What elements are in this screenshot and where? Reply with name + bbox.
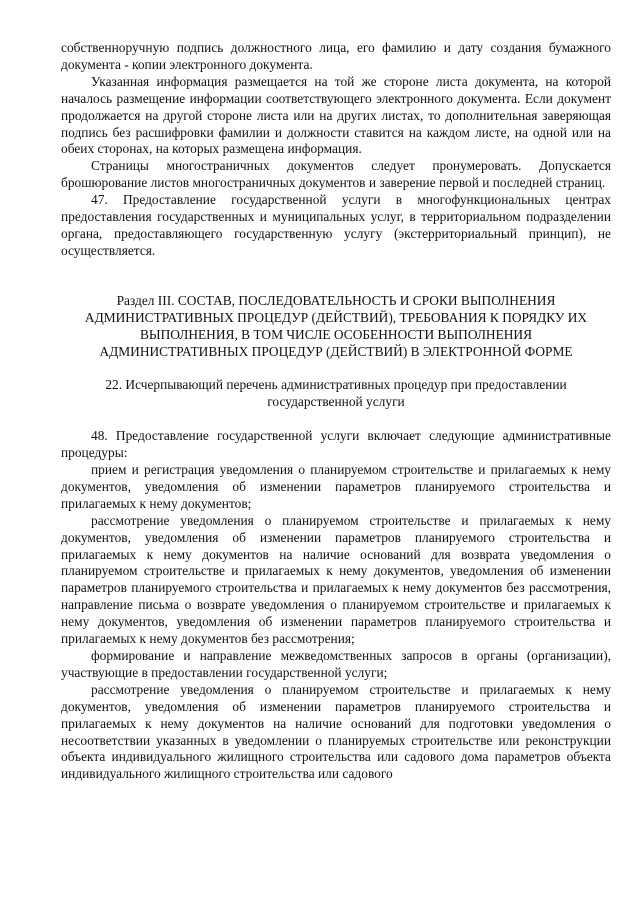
paragraph-page-numbering: Страницы многостраничных документов следует пронумеровать. Допускается брошюрование листов многостраничных документов и заверение первой и последней страниц. xyxy=(61,158,611,191)
section-title: Раздел III. СОСТАВ, ПОСЛЕДОВАТЕЛЬНОСТЬ И СРОКИ ВЫПОЛНЕНИЯ АДМИНИСТРАТИВНЫХ ПРОЦЕДУР (ДЕЙСТВИЙ), ТРЕБОВАНИЯ К ПОРЯДКУ ИХ ВЫПОЛНЕНИЯ, В ТОМ ЧИСЛЕ ОСОБЕННОСТИ ВЫПОЛНЕНИЯ АДМИНИСТРАТИВНЫХ ПРОЦЕДУР (ДЕЙСТВИЙ) В ЭЛЕКТРОННОЙ ФОРМЕ xyxy=(84,292,588,359)
paragraph-procedure-nonconformity-review: рассмотрение уведомления о планируемом строительстве и прилагаемых к нему документов, уведомления об изменении параметров планируемого строительства и прилагаемых к нему документов на наличие оснований для подготовки уведомления о несоответствии указанных в уведомлении о планируемых строительстве или реконструкции объекта индивидуального жилищного строительства или садового дома параметров объекта индивидуального жилищного строительства или садового xyxy=(61,681,611,782)
subsection-title: 22. Исчерпывающий перечень административных процедур при предоставлении государственной услуги xyxy=(105,377,567,410)
document-page xyxy=(61,40,611,783)
paragraph-48-procedures: 48. Предоставление государственной услуги включает следующие административные процедуры: xyxy=(61,428,611,461)
paragraph-procedure-interagency-requests: формирование и направление межведомственных запросов в органы (организации), участвующие в предоставлении государственной услуги; xyxy=(61,648,611,680)
paragraph-signature-continuation: собственноручную подпись должностного лица, его фамилию и дату создания бумажного документа - копии электронного документа. xyxy=(61,40,611,72)
paragraph-info-placement: Указанная информация размещается на той же стороне листа документа, на которой началось размещение информации соответствующего электронного документа. Если документ продолжается на другой стороне листа или на других листах, то дополнительная заверяющая подпись без расшифровки фамилии и должности ставится на каждом листе, на одной или на обеих сторонах, на которых размещена информация. xyxy=(61,73,611,157)
paragraph-47-mfc: 47. Предоставление государственной услуги в многофункциональных центрах предоставления государственных и муниципальных услуг, в территориальном подразделении органа, предоставляющего государственную услугу (экстерриториальный принцип), не осуществляется. xyxy=(61,192,611,258)
paragraph-procedure-reception: прием и регистрация уведомления о планируемом строительстве и прилагаемых к нему документов, уведомления об изменении параметров планируемого строительства и прилагаемых к нему документов; xyxy=(61,462,611,511)
paragraph-procedure-return-review: рассмотрение уведомления о планируемом строительстве и прилагаемых к нему документов, уведомления об изменении параметров планируемого строительства и прилагаемых к нему документов на наличие оснований для возврата уведомления о планируемом строительстве и прилагаемых к нему документов, уведомления об изменении параметров планируемого строительства и прилагаемых к нему документов без рассмотрения, направление письма о возврате уведомления о планируемом строительстве и прилагаемых к нему документов, уведомления об изменении параметров планируемого строительства и прилагаемых к нему документов без рассмотрения; xyxy=(61,512,611,647)
